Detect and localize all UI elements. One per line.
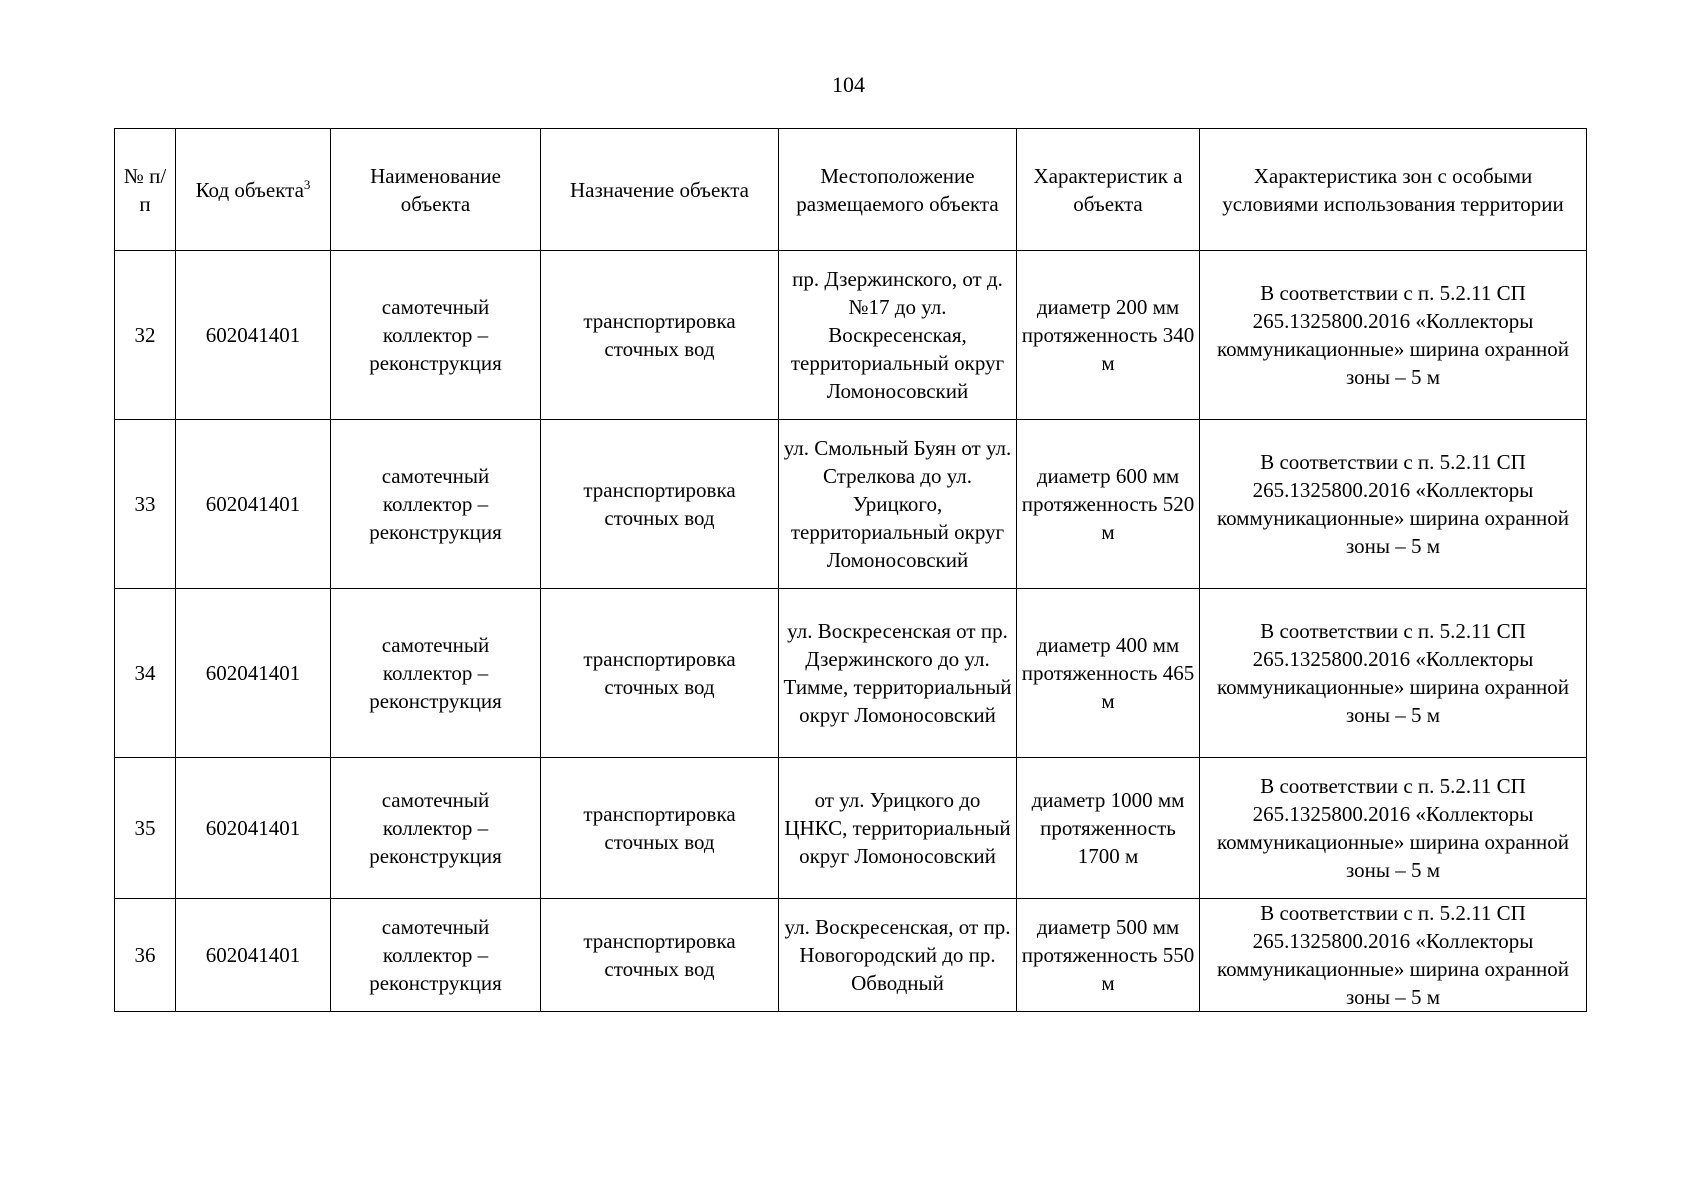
table-row bbox=[115, 251, 1587, 420]
header-code bbox=[176, 129, 331, 251]
cell-characteristics: диаметр 600 мм протяженность 520 м bbox=[1017, 420, 1200, 589]
header-num: № п/п bbox=[115, 129, 176, 251]
cell-characteristics: диаметр 500 мм протяженность 550 м bbox=[1017, 899, 1200, 1012]
table-row bbox=[115, 589, 1587, 758]
table-row bbox=[115, 420, 1587, 589]
cell-purpose: транспортировка сточных вод bbox=[541, 758, 779, 899]
cell-characteristics: диаметр 1000 мм протяженность 1700 м bbox=[1017, 758, 1200, 899]
header-zones: Характеристика зон с особыми условиями использования территории bbox=[1200, 129, 1587, 251]
cell-characteristics: диаметр 400 мм протяженность 465 м bbox=[1017, 589, 1200, 758]
cell-name: самотечный коллектор – реконструкция bbox=[331, 758, 541, 899]
cell-purpose: транспортировка сточных вод bbox=[541, 420, 779, 589]
cell-purpose: транспортировка сточных вод bbox=[541, 899, 779, 1012]
cell-code: 602041401 bbox=[176, 589, 331, 758]
cell-zones: В соответствии с п. 5.2.11 СП 265.1325800.2016 «Коллекторы коммуникационные» ширина охранной зоны – 5 м bbox=[1200, 899, 1587, 1012]
cell-num: 33 bbox=[115, 420, 176, 589]
cell-location: от ул. Урицкого до ЦНКС, территориальный округ Ломоносовский bbox=[779, 758, 1017, 899]
cell-location: ул. Воскресенская от пр. Дзержинского до ул. Тимме, территориальный округ Ломоносовский bbox=[779, 589, 1017, 758]
table-header-row bbox=[115, 129, 1587, 251]
header-code-label: Код объекта bbox=[195, 177, 304, 202]
cell-name: самотечный коллектор – реконструкция bbox=[331, 420, 541, 589]
cell-num: 36 bbox=[115, 899, 176, 1012]
cell-name: самотечный коллектор – реконструкция bbox=[331, 589, 541, 758]
table-row bbox=[115, 758, 1587, 899]
cell-num: 32 bbox=[115, 251, 176, 420]
table-row bbox=[115, 899, 1587, 1012]
header-location: Местоположение размещаемого объекта bbox=[779, 129, 1017, 251]
cell-code: 602041401 bbox=[176, 251, 331, 420]
cell-characteristics: диаметр 200 мм протяженность 340 м bbox=[1017, 251, 1200, 420]
cell-purpose: транспортировка сточных вод bbox=[541, 589, 779, 758]
cell-location: ул. Воскресенская, от пр. Новогородский до пр. Обводный bbox=[779, 899, 1017, 1012]
cell-name: самотечный коллектор – реконструкция bbox=[331, 899, 541, 1012]
header-purpose: Назначение объекта bbox=[541, 129, 779, 251]
cell-code: 602041401 bbox=[176, 758, 331, 899]
cell-num: 34 bbox=[115, 589, 176, 758]
cell-zones: В соответствии с п. 5.2.11 СП 265.1325800.2016 «Коллекторы коммуникационные» ширина охранной зоны – 5 м bbox=[1200, 251, 1587, 420]
cell-code: 602041401 bbox=[176, 420, 331, 589]
objects-table bbox=[114, 128, 1587, 1012]
cell-code: 602041401 bbox=[176, 899, 331, 1012]
cell-zones: В соответствии с п. 5.2.11 СП 265.1325800.2016 «Коллекторы коммуникационные» ширина охранной зоны – 5 м bbox=[1200, 758, 1587, 899]
page-number: 104 bbox=[832, 72, 865, 97]
cell-zones: В соответствии с п. 5.2.11 СП 265.1325800.2016 «Коллекторы коммуникационные» ширина охранной зоны – 5 м bbox=[1200, 420, 1587, 589]
cell-name: самотечный коллектор – реконструкция bbox=[331, 251, 541, 420]
header-characteristics: Характеристик а объекта bbox=[1017, 129, 1200, 251]
cell-purpose: транспортировка сточных вод bbox=[541, 251, 779, 420]
header-name: Наименование объекта bbox=[331, 129, 541, 251]
cell-num: 35 bbox=[115, 758, 176, 899]
cell-location: ул. Смольный Буян от ул. Стрелкова до ул. Урицкого, территориальный округ Ломоносовский bbox=[779, 420, 1017, 589]
cell-location: пр. Дзержинского, от д. №17 до ул. Воскресенская, территориальный округ Ломоносовский bbox=[779, 251, 1017, 420]
cell-zones: В соответствии с п. 5.2.11 СП 265.1325800.2016 «Коллекторы коммуникационные» ширина охранной зоны – 5 м bbox=[1200, 589, 1587, 758]
footnote-marker: 3 bbox=[303, 176, 311, 192]
